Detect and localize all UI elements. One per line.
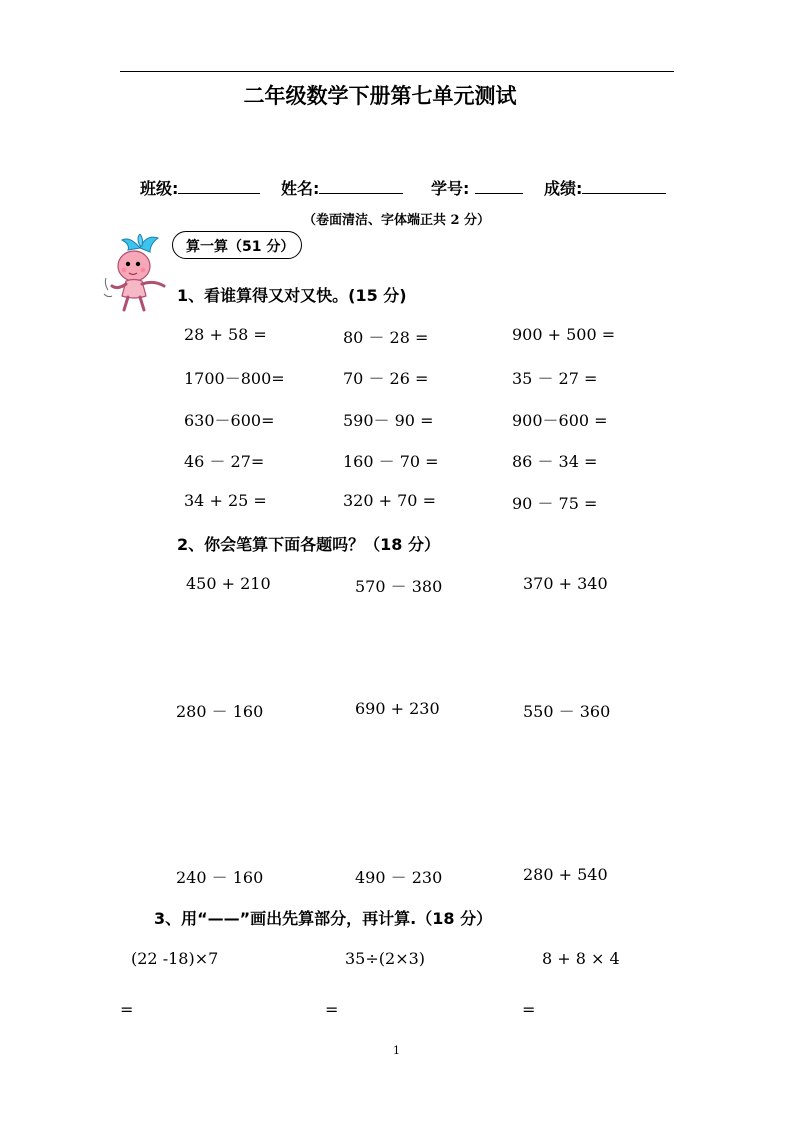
q1-problem: 590－ 90 = (343, 411, 434, 430)
class-field (140, 176, 260, 199)
page-title: 二年级数学下册第七单元测试 (243, 84, 517, 108)
score-field (544, 176, 666, 199)
q1-problem: 630－600= (184, 411, 275, 430)
id-field (431, 176, 523, 199)
q1-problem: 320 + 70 = (343, 491, 436, 510)
id-blank[interactable] (475, 177, 523, 194)
score-blank[interactable] (582, 177, 666, 194)
q1-problem: 900－600 = (512, 411, 608, 430)
q2-problem: 690 + 230 (355, 699, 440, 718)
q2-problem: 240 － 160 (176, 868, 264, 887)
q3-equals: = (325, 1000, 339, 1019)
class-label: 班级: (140, 179, 179, 198)
q3-problem: (22 -18)×7 (131, 949, 219, 968)
name-label: 姓名: (281, 179, 320, 198)
q2-problem: 490 － 230 (355, 868, 443, 887)
name-blank[interactable] (319, 177, 403, 194)
q1-problem: 28 + 58 = (184, 325, 267, 344)
class-blank[interactable] (178, 177, 260, 194)
q1-title: 1、看谁算得又对又快。(15 分) (177, 286, 407, 305)
q1-problem: 90 － 75 = (512, 494, 598, 513)
q2-problem: 570 － 380 (355, 577, 443, 596)
q3-equals: = (120, 1000, 134, 1019)
q1-problem: 1700－800= (184, 369, 285, 388)
page-number: 1 (393, 1044, 400, 1057)
name-field (281, 176, 403, 199)
cartoon-girl-icon (100, 234, 176, 314)
q3-title: 3、用“——”画出先算部分，再计算.（18 分） (154, 909, 493, 928)
id-label: 学号: (431, 179, 470, 198)
q1-problem: 46 － 27= (184, 452, 265, 471)
q1-problem: 900 + 500 = (512, 325, 616, 344)
q2-problem: 370 + 340 (523, 574, 608, 593)
q3-problem: 35÷(2×3) (345, 949, 426, 968)
q2-title: 2、你会笔算下面各题吗？（18 分） (177, 535, 440, 554)
score-label: 成绩: (544, 179, 583, 198)
section-title: 算一算（51 分） (186, 239, 295, 255)
q2-problem: 550 － 360 (523, 702, 611, 721)
q1-problem: 34 + 25 = (184, 491, 267, 510)
q1-problem: 35 － 27 = (512, 369, 598, 388)
neatness-note: （卷面清洁、字体端正共 2 分） (302, 213, 491, 228)
q1-problem: 80 － 28 = (343, 328, 429, 347)
q2-problem: 450 + 210 (186, 574, 271, 593)
q2-problem: 280 － 160 (176, 702, 264, 721)
q2-problem: 280 + 540 (523, 865, 608, 884)
q3-problem: 8 + 8 × 4 (542, 949, 620, 968)
q3-equals: = (522, 1000, 536, 1019)
q1-problem: 86 － 34 = (512, 452, 598, 471)
q1-problem: 70 － 26 = (343, 369, 429, 388)
q1-problem: 160 － 70 = (343, 452, 439, 471)
header-rule (120, 71, 674, 72)
